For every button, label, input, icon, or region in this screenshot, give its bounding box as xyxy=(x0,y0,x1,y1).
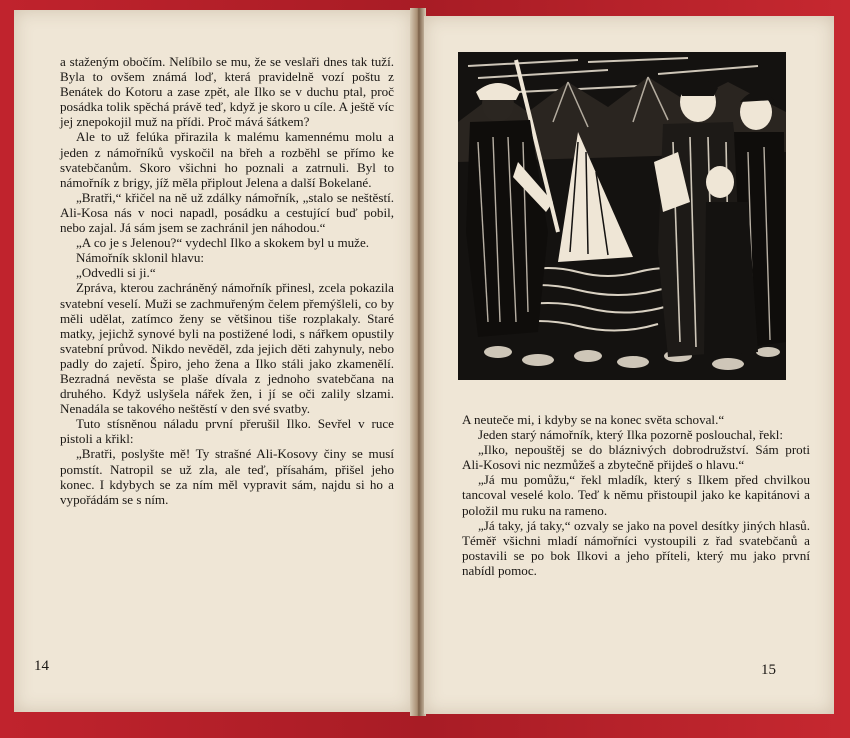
paragraph: „Já taky, já taky,“ ozvaly se jako na povel desítky jiných hlasů. Téměř všichni mladí námořníci vystoupili z řad svatebčanů a postavili se po bok Ilkovi a jeho příteli, který mu jako první nabídl pomoc. xyxy=(462,517,810,578)
paragraph: „A co je s Jelenou?“ vydechl Ilko a skokem byl u muže. xyxy=(76,235,370,251)
paragraph: „Odvedli si ji.“ xyxy=(76,265,156,281)
paragraph: Jeden starý námořník, který Ilka pozorně poslouchal, řekl: xyxy=(478,427,784,443)
page-number-left: 14 xyxy=(34,658,49,674)
page-number-right: 15 xyxy=(761,662,776,678)
woodcut-illustration-svg xyxy=(458,52,786,380)
paragraph: Zpráva, kterou zachráněný námořník přinesl, zcela pokazila svatební veselí. Muži se zachmuřeným čelem přemýšleli, co by měli udělat, zatímco ženy se většinou tiše rozplakaly. Staré matky, jejichž synové byli na postižené lodi, s nářkem opustily svatební průvod. Nikdo nevěděl, zda jejich děti zahynuly, nebo padly do zajetí. Špiro, jeho žena a Ilko stáli jako zkamenělí. Bezradná nevěsta se plaše dívala z jednoho svatebčana na druhého. Když uslyšela nářek žen, i jí se oči zalily slzami. Nenadála se takového neštěstí v den své svatby. xyxy=(60,280,394,417)
paragraph: „Bratři, poslyšte mě! Ty strašné Ali-Kosovy činy se musí pomstít. Natropil se už zla, ale teď, přísahám, přišel jeho konec. I kdybych se za ním měl vypravit sám, najdu si ho a vypořádám se s ním. xyxy=(60,446,394,507)
woodcut-illustration xyxy=(458,52,786,380)
left-page-text xyxy=(60,54,394,507)
right-page-text xyxy=(462,412,810,578)
paragraph: a staženým obočím. Nelíbilo se mu, že se veslaři dnes tak tuží. Byla to ovšem známá loď, která pravidelně vozí poštu z Benátek do Kotoru a zase zpět, ale Ilko se v duchu ptal, proč posádka tolik spěchá právě teď, když je skoro u cíle. A ještě víc jej znepokojil muž na přídi. Proč mává šátkem? xyxy=(60,54,394,130)
paragraph: A neuteče mi, i kdyby se na konec světa schoval.“ xyxy=(462,412,725,427)
paragraph: „Já mu pomůžu,“ řekl mladík, který s Ilkem před chvilkou tancoval veselé kolo. Teď k němu přistoupil jako ke kapitánovi a položil mu ruku na rameno. xyxy=(462,472,810,518)
paragraph: Ale to už felúka přirazila k malému kamennému molu a jeden z námořníků vyskočil na břeh a rozběhl se přímo ke svatebčanům. Skoro všichni ho poznali a zatrnuli. Byl to námořník z brigy, jíž měla připlout Jelena a další Bokelané. xyxy=(60,129,394,190)
right-page xyxy=(424,16,834,714)
left-page xyxy=(14,10,413,712)
paragraph: Námořník sklonil hlavu: xyxy=(76,250,205,266)
paragraph: „Ilko, nepouštěj se do bláznivých dobrodružství. Sám proti Ali-Kosovi nic nezmůžeš a zbytečně přijdeš o hlavu.“ xyxy=(462,442,810,473)
paragraph: Tuto stísněnou náladu první přerušil Ilko. Sevřel v ruce pistoli a křikl: xyxy=(60,416,394,447)
paragraph: „Bratři,“ křičel na ně už zdálky námořník, „stalo se neštěstí. Ali-Kosa nás v noci napadl, posádku a cestující buď pobil, nebo zajal. Já sám jsem se zachránil jen náhodou.“ xyxy=(60,189,394,236)
